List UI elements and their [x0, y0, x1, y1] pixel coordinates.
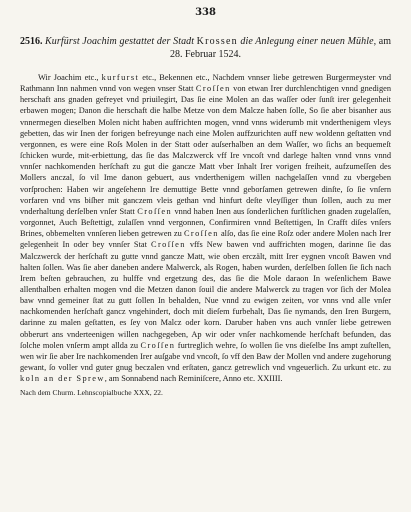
body-segment: von etwan Irer durchlenchtigen vnnd gnedigen herschaft ans gnaden gefreyet vnd priuilegirt, Das ſie eine Molen an das waſſer oder ſunſt irer gelegenheit erbawen mogen; Danon die herschaft die halbe Metze von dem Malcze haben ſolle, So ſie aber bisanher aus vnnermegen dieselben Molen nicht haben auffrichten mogen, vnnd vnns widerumb mit vnderthenigem vleys gebetten, das wir Inen der forigen befreyunge nach eine Molen auffzurichten auff new woldenn geſtatten vnd vergonnen, es were eine Roſs Molen in der Statt oder auſserhalben an dem Waſſer, wo ſichs an bequemeſt ſchicken wurde, mit-erbiettung, das ſie das Malczwerck vff Ire vncoſt vnd darlege halten vnnd vnns vnnd vnnſer nachkomenden herſchaft zu gut die gancze Matt vber Inhalt Irer vorigen freiheit, aufzumeſſen des Mollers anczal, ſo vil Ime danon gebuert, aus vnderthenigem willen nachgelaſſen vnnd zu vbergeben vorſprochen: Haben wir angeſehenn Ire demuttige Bette vnnd geborſamen getrewen dinſte, ſo ſie vnſern vorfaren vnd vns biſher mit ganczem vleis gethan vnd hinfurt deſte vleyſſiger thun ſollen, auch zu mer vnderhaltung derſelben vnſer Statt: [20, 84, 391, 216]
body-segment: furtreglich wehre, ſo wollen ſie vns dieſelbe Ins ampt zuſtellen, wen wir ſie aber Ire nachkomenden Irer auſgabe vnd vncoſt, ſo vff den Baw der Mollen vnd andere zugehorung gewant, ſo voller vnd guter gnug beczalen vnd erſtaten, gancz getrewlich vnd vngeuerlich. Zu urkunt etc. zu: [20, 340, 391, 373]
body-segment: Wir Joachim etc.,: [38, 73, 102, 82]
document-heading: [20, 36, 391, 61]
heading-place: Krossen: [196, 36, 238, 47]
body-place-name: Croſſen: [150, 240, 186, 250]
body-segment: alſo, das ſie eine Roſz oder andere Molen nach Irer gelegenheit In oder bey vnnſer Stat: [20, 229, 391, 250]
body-place-name: Croſſen: [140, 340, 176, 350]
source-note: Nach dem Churm. Lehnscopialbuche XXX, 22.: [20, 388, 163, 398]
body-segment: vnnd haben Inen aus ſonderlichen furſtlichen gnaden zugelaſſen, vorgonnet, Auch Beſtettigt, zulaſſen vnnd vergonnen, Confirmiren vnnd Beſtettigen, In Crafft diſes vnſers Brines, obbemelten vnnſeren lieben getrewen zu: [20, 206, 391, 239]
body-place-name: Croſſen: [137, 206, 173, 216]
body-spaced-title: kurfurst: [101, 73, 140, 82]
body-segment: vffs New bawen vnd auffrichten mogen, darinne ſie das Malczwerck der herſchaft zu gutte vnnd gancze Matt, wie oben erczält, mitt Irer eygnen vncoſt Bawen vnd halten ſollen. Was ſie aber daneben andere Malwerck, als Rogen, haben wurden, derſelben ſollen ſie ſich nach Irem beſten gebrauchen, zu hulffe vnd ergetzung des, das ſie die Mole daraon In weſenlichem Bawe allenthalben erhalten mogen vnd die Metzen danon ſouil die andere Malwerck zu tragen vor ſich der Molea baw vnnd gemeiner ſtat zu gutt ſollen In behalden, Nue vnnd zu ewigen zeiten, vor vnns vnd alle vnſer nachkomenden herſchaft gancz vngehindert, doch mit dieſem furbehalt, Das ſie nymands, den Iren Burgern, darinne zu malen geſtatten, es ſey von Malcz oder korn. Daruber haben vns auch vnnſer liebe getrewen obberurt ans vnderteenigen willen nachgegeben, Ap wir oder vnſer nachkomende herſchaft befunden, das ſolche molen vnſerm ampt allda zu: [20, 240, 392, 350]
heading-text-part2: die Anlegung einer neuen Mühle,: [240, 36, 377, 47]
heading-date: am 28. Februar 1524.: [169, 36, 391, 60]
body-place-name: Croſſen: [183, 229, 219, 239]
body-segment: , am Sonnabend nach Reminiſcere, Anno etc. XXIIII.: [104, 374, 283, 384]
body-segment: etc., Bekennen etc., Nachdem vnnser liebe getrewen Burgermeyster vnd Rathmann Inn nahmen vnnd von wegen vnser Statt: [20, 73, 391, 94]
heading-text-part1: Kurfürst Joachim gestattet der Stadt: [45, 36, 195, 47]
body-place-name: koln an der Sprew: [20, 374, 105, 384]
page-number: 338: [195, 7, 216, 18]
document-number: 2516.: [20, 36, 43, 47]
body-place-name: Croſſen: [195, 84, 231, 94]
document-body: [20, 72, 391, 384]
